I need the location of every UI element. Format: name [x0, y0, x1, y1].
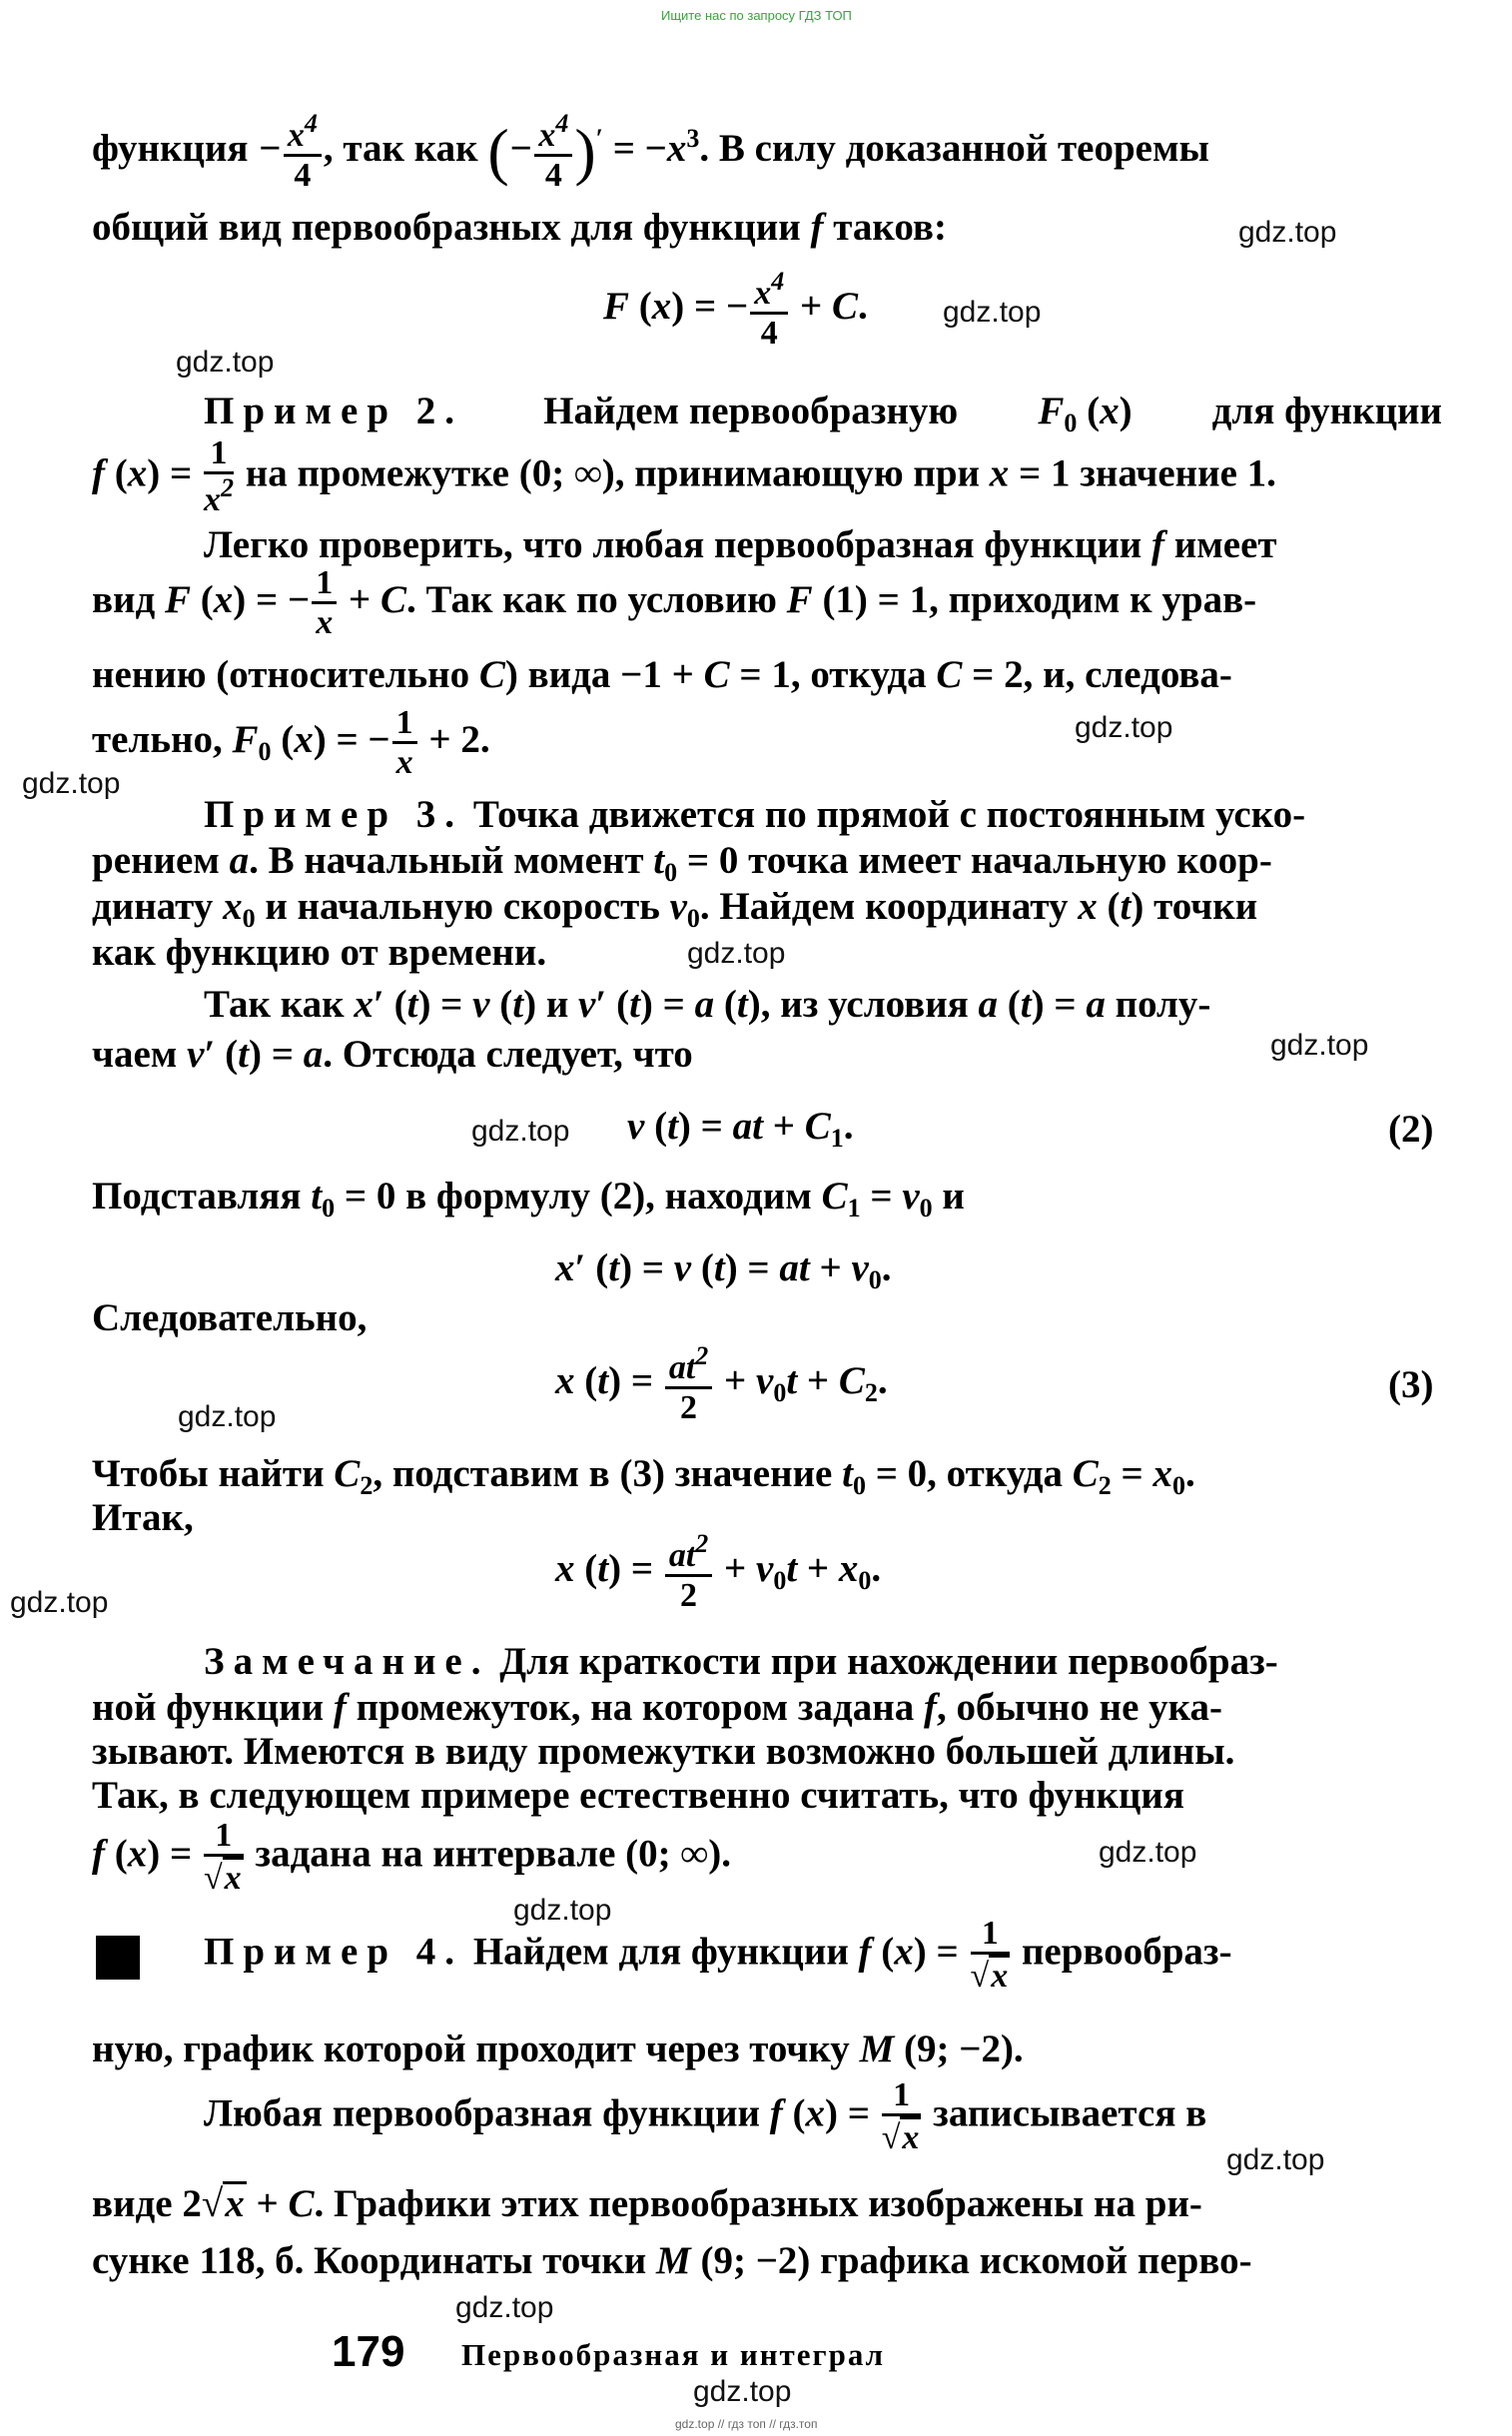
page-number: 179	[332, 2327, 405, 2376]
text-run: , так как	[323, 127, 478, 170]
example-label: Пример 2.	[204, 390, 464, 432]
note-line-5: f (x) = $\frac{1}{√x}$ задана на интервале (0; ∞).	[92, 1817, 731, 1897]
text-run: ) вида −1 +	[504, 653, 694, 696]
text-run: Так как	[204, 983, 345, 1026]
watermark-site: gdz.top	[1099, 1836, 1197, 1869]
text-run: Следовательно,	[92, 1296, 368, 1339]
text-run: Подставляя	[92, 1175, 302, 1218]
example-2-line-1: Пример 2. Найдем первообразную $F_0$ (x) для функции	[204, 390, 1442, 437]
text-run: и начальную скорость	[265, 885, 660, 928]
text-run: таков:	[833, 206, 947, 249]
example-label: Пример 3.	[204, 793, 464, 836]
example-marker	[96, 1936, 140, 1980]
text-run: вид	[92, 578, 156, 621]
text-run: как функцию от времени.	[92, 931, 547, 974]
formula-F: F (x) = − $\frac{x^4}{4}$ + C.	[603, 267, 868, 352]
note-line-1	[204, 1642, 1278, 1681]
text-run: промежуток, на котором задана	[356, 1686, 915, 1729]
note-line-3	[92, 1732, 1234, 1771]
text-run: = 1, откуда	[739, 653, 927, 696]
paragraph-line: чаем v′ (t) = a. Отсюда следует, что	[92, 1033, 693, 1076]
paragraph-line: нению (относительно C) вида −1 + C = 1, откуда C = 2, и, следова-	[92, 653, 1232, 696]
text-run: = 2, и, следова-	[972, 653, 1232, 696]
text-run: имеет	[1173, 523, 1277, 566]
text-run: ной функции	[92, 1686, 325, 1729]
watermark-site: gdz.top	[1075, 711, 1173, 744]
text-run: Чтобы найти	[92, 1452, 325, 1495]
text-run: (9; −2) графика искомой перво-	[700, 2239, 1252, 2282]
text-run: точки	[1153, 885, 1258, 928]
watermark-site: gdz.top	[22, 767, 121, 800]
text-run: , подставим в (3) значение	[373, 1452, 833, 1495]
text-run: . В начальный момент	[249, 839, 644, 882]
text-run: первообраз-	[1021, 1930, 1232, 1974]
paragraph-line: Так как x′ (t) = v (t) и v′ (t) = a (t), из условия a (t) = a полу-	[204, 983, 1211, 1026]
text-run: нению (относительно	[92, 653, 470, 696]
text-run: . В силу доказанной теоремы	[699, 127, 1209, 170]
note-line-4	[92, 1776, 1184, 1815]
text-run: (9; −2).	[904, 2028, 1024, 2070]
paragraph-line: сунке 118, б. Координаты точки M (9; −2) графика искомой перво-	[92, 2239, 1252, 2282]
watermark-site: gdz.top	[455, 2291, 554, 2324]
text-run: функция	[92, 127, 249, 170]
text-run: Итак,	[92, 1496, 194, 1539]
text-run: записывается в	[933, 2091, 1207, 2135]
running-head: Первообразная и интеграл	[461, 2337, 886, 2372]
text-run: тельно,	[92, 718, 223, 761]
watermark-site: gdz.top	[687, 937, 786, 970]
watermark-site: gdz.top	[176, 346, 275, 379]
text-run: Легко проверить, что любая первообразная функции	[204, 523, 1142, 566]
text-run: рением	[92, 839, 220, 882]
paragraph-line: Чтобы найти $C_2$, подставим в (3) значение $t_0 = 0$, откуда $C_2 = x_0$.	[92, 1452, 1195, 1500]
text-run: Так как по условию	[425, 578, 777, 621]
paragraph-line: виде 2√x + C. Графики этих первообразных изображены на ри-	[92, 2182, 1202, 2225]
paragraph-line: Любая первообразная функции f (x) = $\frac{1}{√x}$ записывается в	[204, 2076, 1207, 2156]
example-4-line-1: Пример 4. Найдем для функции f (x) = $\frac{1}{√x}$ первообраз-	[204, 1915, 1232, 1995]
example-2-line-2: f (x) = $\frac{1}{x^2}$ на промежутке (0; ∞), принимающую при x = 1 значение 1.	[92, 434, 1276, 518]
equation-number: (2)	[1388, 1108, 1434, 1151]
text-run: и	[545, 983, 569, 1026]
example-3-line-1	[204, 795, 1305, 834]
paragraph-line	[92, 1298, 367, 1337]
text-run: полу-	[1115, 983, 1211, 1026]
text-run: динату	[92, 885, 214, 928]
watermark-site: gdz.top	[471, 1115, 570, 1148]
paragraph-line: тельно, $F_0$ (x) = − $\frac{1}{x}$ + 2.	[92, 704, 490, 781]
text-run: и	[942, 1175, 965, 1218]
text-run: задана на интервале (0; ∞).	[255, 1832, 731, 1876]
example-3-line-3: динату $x_0$ и начальную скорость $v_0$. Найдем координату x (t) точки	[92, 885, 1258, 933]
fraction: $\frac{x^4}{4}$	[284, 110, 322, 194]
fraction: $\frac{x^4}{4}$	[534, 110, 572, 194]
text-run: Так, в следующем примере естественно считать, что функция	[92, 1774, 1184, 1817]
paragraph-line	[92, 1498, 194, 1537]
equation-2: v (t) = at + $C_1$.	[627, 1105, 854, 1153]
text-run: ную, график которой проходит через точку	[92, 2028, 850, 2070]
text-run: сунке 118, б. Координаты точки	[92, 2239, 647, 2282]
text-run: Для краткости при нахождении первообраз-	[499, 1640, 1278, 1683]
text-run: (1) = 1, приходим к урав-	[822, 578, 1257, 621]
formula-x-prime: x′ (t) = v (t) = at + $v_0$.	[555, 1246, 892, 1294]
line-2: общий вид первообразных для функции f таков:	[92, 206, 947, 249]
example-label: Пример 4.	[204, 1930, 464, 1974]
example-3-line-4	[92, 933, 546, 972]
text-run: Любая первообразная функции	[204, 2091, 761, 2135]
line-1: функция − $\frac{x^4}{4}$ , так как (− $\frac{x^4}{4}$ )$' = -x^3$. В силу доказанной теоремы	[92, 109, 1209, 194]
text-run: чаем	[92, 1033, 178, 1076]
text-run: , обычно не ука-	[936, 1686, 1223, 1729]
example-4-line-2: ную, график которой проходит через точку M (9; −2).	[92, 2028, 1024, 2070]
watermark-site: gdz.top	[513, 1894, 612, 1927]
paragraph-line: вид F (x) = − $\frac{1}{x}$ + C. Так как по условию F (1) = 1, приходим к урав-	[92, 564, 1257, 641]
watermark-site: gdz.top	[943, 296, 1042, 329]
text-run: , из условия	[760, 983, 969, 1026]
text-run: Найдем первообразную	[543, 390, 959, 432]
equation-3: x (t) = $\frac{at^2}{2}$ + $v_0t + C_2$.	[555, 1341, 888, 1426]
text-run: зывают. Имеются в виду промежутки возможно большей длины.	[92, 1730, 1235, 1773]
top-watermark: Ищите нас по запросу ГДЗ ТОП	[661, 8, 852, 23]
note-line-2: ной функции f промежуток, на котором задана f, обычно не ука-	[92, 1686, 1223, 1729]
text-run: . Отсюда следует, что	[323, 1033, 693, 1076]
watermark-site: gdz.top	[178, 1400, 277, 1433]
text-run: . Найдем координату	[699, 885, 1069, 928]
text-run: общий вид первообразных для функции	[92, 206, 801, 249]
watermark-site: gdz.top	[1226, 2143, 1325, 2176]
bottom-watermark: gdz.top // гдз топ // гдз.топ	[675, 2417, 818, 2431]
equation-number: (3)	[1388, 1363, 1434, 1406]
text-run: = 0, откуда	[875, 1452, 1064, 1495]
watermark-site: gdz.top	[1238, 216, 1337, 249]
text-run: на промежутке (0; ∞), принимающую при	[245, 451, 981, 495]
text-run: = 0 в формулу (2), находим	[344, 1175, 812, 1218]
text-run: = 0 точка имеет начальную коор-	[686, 839, 1272, 882]
formula-x-final: x (t) = $\frac{at^2}{2}$ + $v_0t + x_0$.	[555, 1529, 882, 1614]
text-run: для функции	[1211, 390, 1442, 432]
text-run: виде	[92, 2182, 173, 2225]
example-3-line-2: рением a. В начальный момент $t_0 = 0$ точка имеет начальную коор-	[92, 839, 1272, 887]
watermark-site: gdz.top	[1270, 1029, 1369, 1062]
paragraph-line: Легко проверить, что любая первообразная функции f имеет	[204, 523, 1277, 566]
watermark-site: gdz.top	[10, 1586, 109, 1619]
paragraph-line: Подставляя $t_0 = 0$ в формулу (2), находим $C_1 = v_0$ и	[92, 1175, 965, 1222]
text-run: . Графики этих первообразных изображены на ри-	[314, 2182, 1202, 2225]
text-run: Найдем для функции	[472, 1930, 849, 1974]
text-run: = 1 значение 1.	[1019, 451, 1276, 495]
watermark-site: gdz.top	[693, 2375, 792, 2408]
text-run: Точка движется по прямой с постоянным уско-	[472, 793, 1306, 836]
note-label: Замечание.	[204, 1640, 490, 1683]
